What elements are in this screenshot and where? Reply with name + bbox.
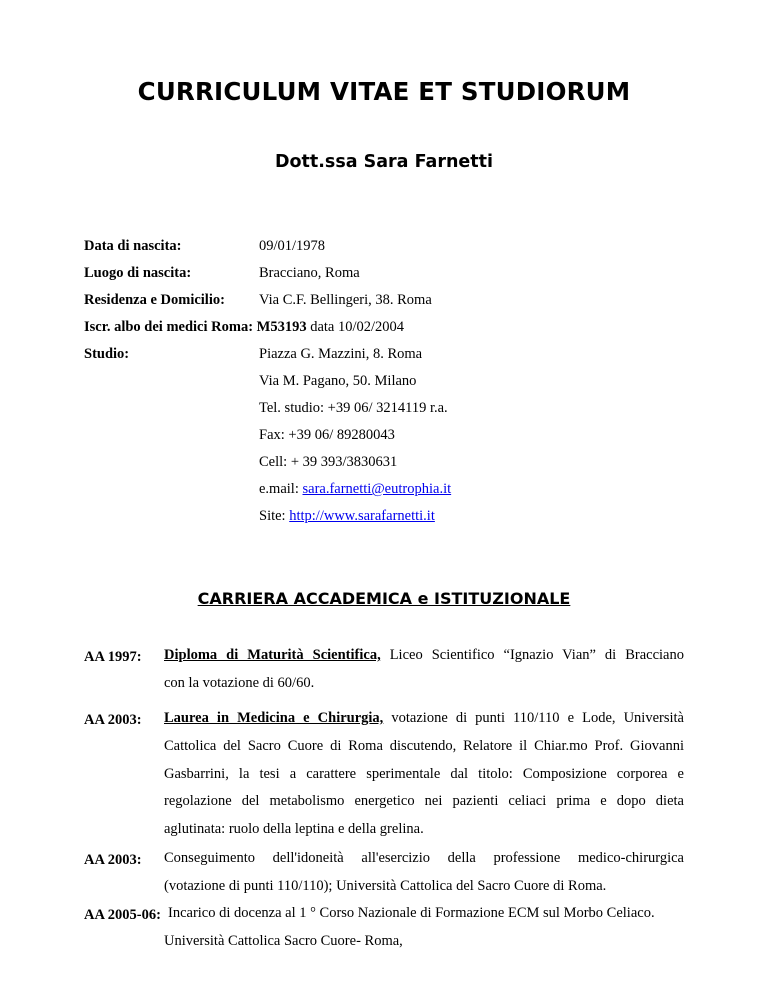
residence-row (84, 292, 432, 309)
site-row (259, 508, 435, 525)
birth-date-value: 09/01/1978 (259, 238, 326, 254)
entry-line: Cattolica del Sacro Cuore di Roma discutendo, Relatore il Chiar.mo Prof. Giovanni (164, 737, 684, 754)
residence-label: Residenza e Domicilio: (84, 292, 225, 308)
birth-place-value: Bracciano, Roma (259, 265, 360, 281)
entry-text (164, 642, 684, 698)
entry-line: con la votazione di 60/60. (164, 674, 315, 691)
entry-label: AA 1997: (84, 649, 142, 665)
birth-place-row (84, 265, 360, 282)
site-prefix: Site: (259, 508, 290, 524)
entry-line: regolazione del metabolismo energetico nei pazienti celiaci prima e dopo dieta (164, 793, 684, 810)
entry-line: Gasbarrini, la tesi a carattere sperimentale dal titolo: Composizione corporea e (164, 765, 684, 782)
entry-line: (votazione di punti 110/110); Università Cattolica del Sacro Cuore di Roma. (164, 877, 607, 894)
page-title: CURRICULUM VITAE ET STUDIORUM (137, 77, 631, 106)
entry-line: Incarico di docenza al 1 ° Corso Nazionale di Formazione ECM sul Morbo Celiaco. (168, 905, 655, 921)
entry-label: AA 2005-06: (84, 907, 161, 923)
studio-fax: Fax: +39 06/ 89280043 (259, 427, 395, 443)
entry-label: AA 2003: (84, 852, 142, 868)
entry-line: Laurea in Medicina e Chirurgia, votazione di punti 110/110 e Lode, Università (164, 710, 684, 726)
studio-label: Studio: (84, 346, 130, 362)
studio-phone: Tel. studio: +39 06/ 3214119 r.a. (259, 400, 448, 416)
entry-label: AA 2003: (84, 712, 142, 728)
register-label: Iscr. albo dei medici Roma: (84, 319, 254, 335)
email-row (259, 481, 451, 498)
studio-line: Piazza G. Mazzini, 8. Roma (259, 346, 423, 362)
entry-text (164, 845, 684, 901)
register-date: data 10/02/2004 (306, 319, 405, 335)
email-prefix: e.mail: (259, 481, 303, 497)
entry-text (164, 900, 688, 956)
entry-line: Diploma di Maturità Scientifica, Liceo Scientifico “Ignazio Vian” di Bracciano (164, 647, 684, 663)
birth-date-row (84, 238, 325, 255)
email-link[interactable]: sara.farnetti@eutrophia.it (302, 481, 452, 497)
register-row (84, 319, 404, 336)
studio-cell: Cell: + 39 393/3830631 (259, 454, 398, 470)
entry-line: aglutinata: ruolo della leptina e della grelina. (164, 821, 424, 838)
register-number: M53193 (256, 319, 307, 335)
entry-title: Laurea in Medicina e Chirurgia, (164, 710, 384, 726)
birth-date-label: Data di nascita: (84, 238, 182, 254)
studio-line: Via M. Pagano, 50. Milano (259, 373, 417, 389)
section-title: CARRIERA ACCADEMICA e ISTITUZIONALE (197, 589, 571, 608)
entry-text (164, 705, 684, 844)
residence-value: Via C.F. Bellingeri, 38. Roma (259, 292, 432, 308)
studio-row (84, 346, 422, 363)
site-link[interactable]: http://www.sarafarnetti.it (289, 508, 435, 524)
birth-place-label: Luogo di nascita: (84, 265, 192, 281)
entry-title: Diploma di Maturità Scientifica, (164, 647, 381, 663)
entry-line: Università Cattolica Sacro Cuore- Roma, (164, 932, 403, 949)
person-name: Dott.ssa Sara Farnetti (274, 152, 494, 172)
entry-line: Conseguimento dell'idoneità all'esercizio della professione medico-chirurgica (164, 850, 684, 866)
